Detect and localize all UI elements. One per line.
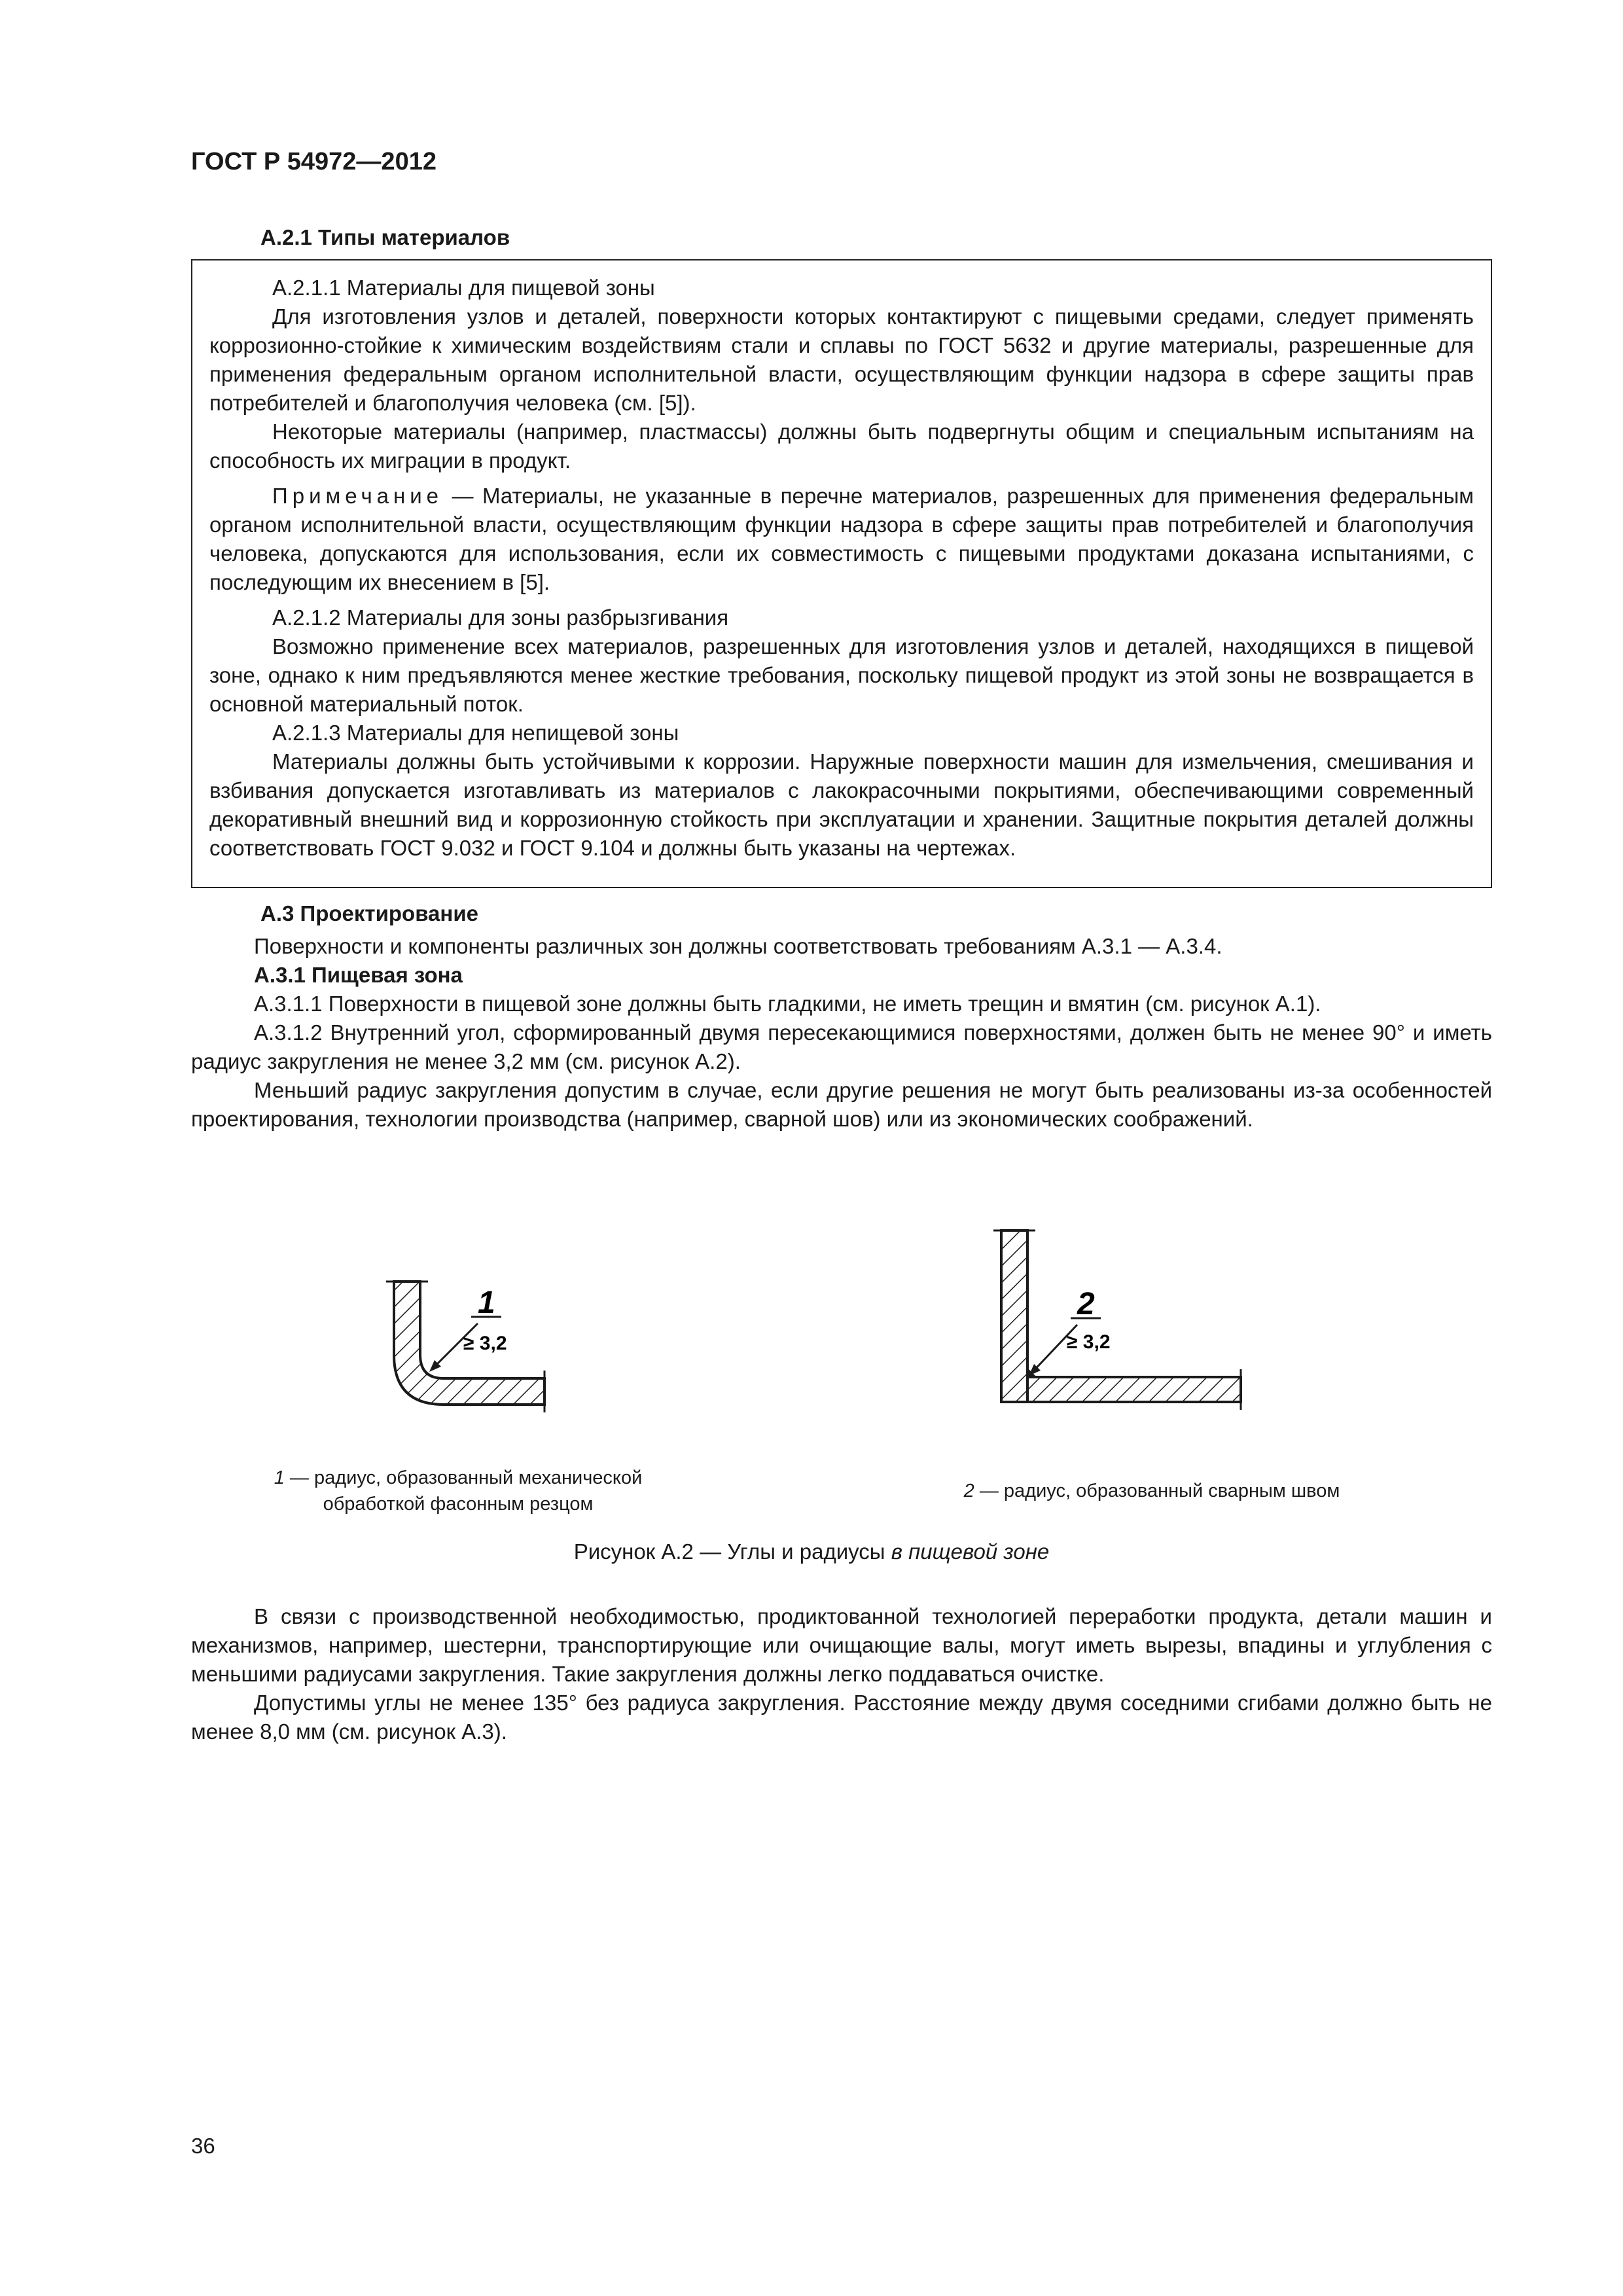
section-a3-body: [191, 932, 1492, 1134]
section-title-a21: А.2.1 Типы материалов: [260, 225, 510, 249]
dimension-label-1: ≥ 3,2: [463, 1333, 507, 1354]
document-header: ГОСТ Р 54972—2012: [191, 148, 437, 175]
figure-label-1: 1: [478, 1285, 495, 1320]
paragraph-cutouts: В связи с производственной необходимостью, продиктованной технологией переработки продукта, детали машин и механизмов, например, шестерни, транспортирующие или очищающие валы, могут иметь вырезы, впадины и углубления с меньшими радиусами закругления. Такие закругления должны легко поддаваться очистке.: [191, 1604, 1492, 1686]
welded-profile-shape: [993, 1230, 1241, 1410]
caption-2-text: — радиус, образованный сварным швом: [974, 1480, 1340, 1501]
figure-title-italic: в пищевой зоне: [891, 1539, 1050, 1564]
figure-caption-1: [236, 1465, 681, 1517]
after-figure-text: [191, 1602, 1492, 1746]
paragraph-a3: Поверхности и компоненты различных зон должны соответствовать требованиям А.3.1 — А.3.4.: [254, 934, 1222, 958]
materials-frame: [191, 259, 1492, 888]
dimension-label-2: ≥ 3,2: [1067, 1331, 1111, 1353]
paragraph-a31-radius: Меньший радиус закругления допустим в случае, если другие решения не могут быть реализованы из-за особенностей проектирования, технологии производства (например, сварной шов) или из экономических соображений.: [191, 1078, 1492, 1131]
figure-caption-2: [903, 1478, 1400, 1504]
section-title-a3: А.3 Проектирование: [260, 901, 478, 925]
caption-1-number: 1: [274, 1467, 285, 1488]
note-label: Примечание: [272, 484, 444, 508]
subsection-a212-title: А.2.1.2 Материалы для зоны разбрызгивания: [272, 605, 729, 630]
note-paragraph: [209, 482, 1474, 597]
note-text: — Материалы, не указанные в перечне материалов, разрешенных для применения федеральным органом исполнительной власти, осуществляющим функции надзора в сфере защиты прав потребителей и благополучия человека, допускаются для использования, если их совместимость с пищевыми продуктами доказана испытаниями, с последующим их внесением в [5].: [209, 484, 1474, 594]
figure-title-text: Рисунок А.2 — Углы и радиусы: [573, 1539, 891, 1564]
figure-a2-drawing: [366, 1217, 1296, 1479]
paragraph-a311: А.3.1.1 Поверхности в пищевой зоне должны быть гладкими, не иметь трещин и вмятин (см. рисунок А.1).: [254, 992, 1321, 1016]
subsection-a211-title: А.2.1.1 Материалы для пищевой зоны: [272, 276, 655, 300]
page-number: 36: [191, 2134, 215, 2158]
paragraph-a211-text2: Некоторые материалы (например, пластмассы) должны быть подвергнуты общим и специальным испытаниям на способность их миграции в продукт.: [209, 420, 1474, 473]
paragraph-a213-text: Материалы должны быть устойчивыми к коррозии. Наружные поверхности машин для измельчения, смешивания и взбивания допускается изготавливать из материалов с лакокрасочными покрытиями, обеспечивающими современный декоративный внешний вид и коррозионную стойкость при эксплуатации и хранении. Защитные покрытия деталей должны соответствовать ГОСТ 9.032 и ГОСТ 9.104 и должны быть указаны на чертежах.: [209, 749, 1474, 860]
paragraph-a211-text: Для изготовления узлов и деталей, поверхности которых контактируют с пищевыми средами, следует применять коррозионно-стойкие к химическим воздействиям стали и сплавы по ГОСТ 5632 и другие материалы, разрешенные для применения федеральным органом исполнительной власти, осуществляющим функции надзора в сфере защиты прав потребителей и благополучия человека (см. [5]).: [209, 304, 1474, 415]
section-title-a31: А.3.1 Пищевая зона: [254, 963, 463, 987]
paragraph-a212-text: Возможно применение всех материалов, разрешенных для изготовления узлов и деталей, находящихся в пищевой зоне, однако к ним предъявляются менее жесткие требования, поскольку пищевой продукт из этой зоны не возвращается в основной материальный поток.: [209, 634, 1474, 716]
paragraph-angles: Допустимы углы не менее 135° без радиуса закругления. Расстояние между двумя соседними сгибами должно быть не менее 8,0 мм (см. рисунок А.3).: [191, 1691, 1492, 1744]
paragraph-a312: А.3.1.2 Внутренний угол, сформированный двумя пересекающимися поверхностями, должен быть не менее 90° и иметь радиус закругления не менее 3,2 мм (см. рисунок А.2).: [191, 1020, 1492, 1073]
caption-1-text: — радиус, образованный механической обработкой фасонным резцом: [284, 1467, 643, 1515]
caption-2-number: 2: [963, 1480, 974, 1501]
figure-label-2: 2: [1077, 1287, 1095, 1321]
subsection-a213-title: А.2.1.3 Материалы для непищевой зоны: [272, 721, 679, 745]
figure-title: [0, 1539, 1623, 1564]
